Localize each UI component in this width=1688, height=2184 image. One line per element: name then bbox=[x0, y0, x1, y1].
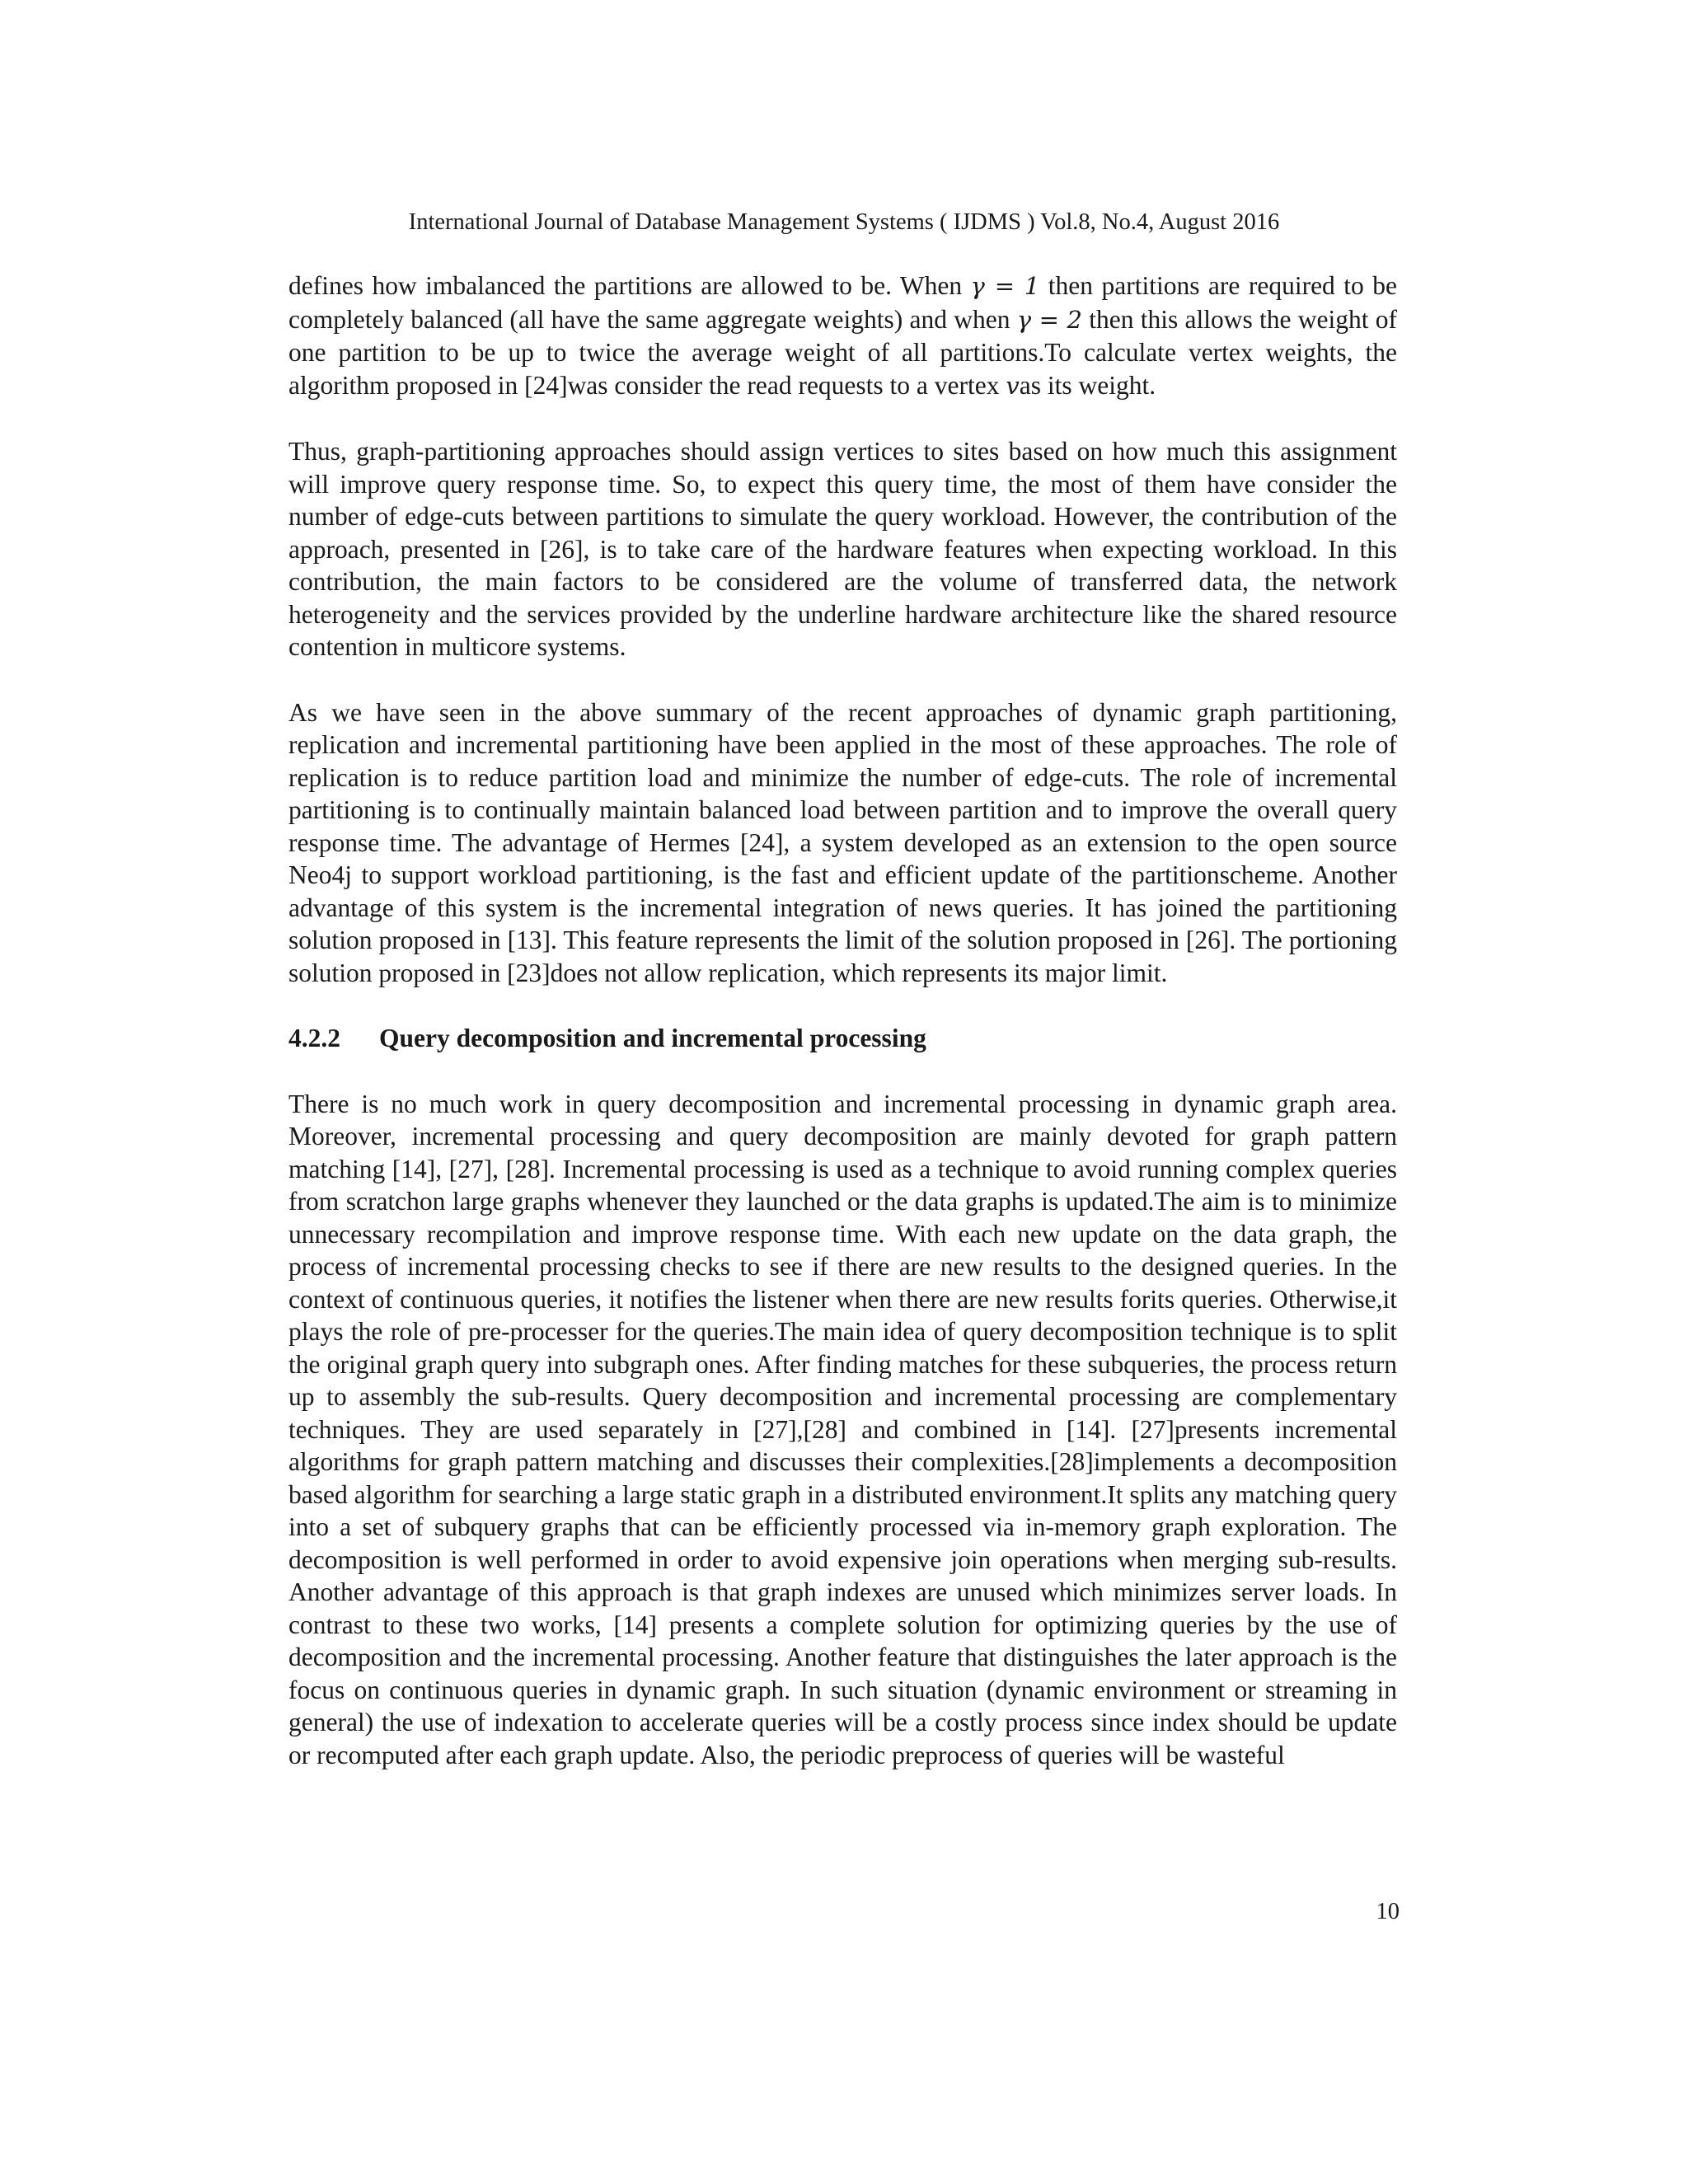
page-number: 10 bbox=[1376, 1899, 1400, 1924]
running-header: International Journal of Database Management Systems ( IJDMS ) Vol.8, No.4, August 2016 bbox=[408, 209, 1280, 235]
paragraph-summary-approaches: As we have seen in the above summary of the recent approaches of dynamic graph partitioning, replication and incremental partitioning have been applied in the most of these approaches. The role of replication is to reduce partition load and minimize the number of edge-cuts. The role of incremental partitioning is to continually maintain balanced load between partition and to improve the overall query response time. The advantage of Hermes [24], a system developed as an extension to the open source Neo4j to support workload partitioning, is the fast and efficient update of the partitionscheme. Another advantage of this system is the incremental integration of news queries. It has joined the partitioning solution proposed in [13]. This feature represents the limit of the solution proposed in [26]. The portioning solution proposed in [23]does not allow replication, which represents its major limit. bbox=[288, 697, 1397, 987]
text-run: as its weight. bbox=[1019, 370, 1156, 400]
math-gamma-equals-2: γ = 2 bbox=[1016, 305, 1082, 334]
paragraph-query-decomposition: There is no much work in query decomposition and incremental processing in dynamic graph area. Moreover, incremental processing and query decomposition are mainly devoted for graph pattern matching [14], [27], [28]. Incremental processing is used as a technique to avoid running complex queries from scratchon large graphs whenever they launched or the data graphs is updated.The aim is to minimize unnecessary recompilation and improve response time. With each new update on the data graph, the process of incremental processing checks to see if there are new results to the designed queries. In the context of continuous queries, it notifies the listener when there are new results forits queries. Otherwise,it plays the role of pre-processer for the queries.The main idea of query decomposition technique is to split the original graph query into subgraph ones. After finding matches for these subqueries, the process return up to assembly the sub-results. Query decomposition and incremental processing are complementary techniques. They are used separately in [27],[28] and combined in [14]. [27]presents incremental algorithms for graph pattern matching and discusses their complexities.[28]implements a decomposition based algorithm for searching a large static graph in a distributed environment.It splits any matching query into a set of subquery graphs that can be efficiently processed via in-memory graph exploration. The decomposition is well performed in order to avoid expensive join operations when merging sub-results. Another advantage of this approach is that graph indexes are unused which minimizes server loads. In contrast to these two works, [14] presents a complete solution for optimizing queries by the use of decomposition and the incremental processing. Another feature that distinguishes the later approach is the focus on continuous queries in dynamic graph. In such situation (dynamic environment or streaming in general) the use of indexation to accelerate queries will be a costly process since index should be update or recomputed after each graph update. Also, the periodic preprocess of queries will be wasteful bbox=[288, 1089, 1397, 1769]
paragraph-partition-balance bbox=[288, 269, 1397, 402]
text-run: then partitions are required to be completely balanced (all have the same aggregate weights) and when bbox=[288, 271, 1397, 334]
section-heading bbox=[288, 1022, 1397, 1055]
math-gamma-equals-1: γ = 1 bbox=[970, 272, 1040, 300]
paragraph-query-response: Thus, graph-partitioning approaches should assign vertices to sites based on how much this assignment will improve query response time. So, to expect this query time, the most of them have consider the number of edge-cuts between partitions to simulate the query workload. However, the contribution of the approach, presented in [26], is to take care of the hardware features when expecting workload. In this contribution, the main factors to be considered are the volume of transferred data, the network heterogeneity and the services provided by the underline hardware architecture like the shared resource contention in multicore systems. bbox=[288, 437, 1397, 661]
math-vertex-v: v bbox=[1006, 371, 1020, 400]
text-run: defines how imbalanced the partitions are allowed to be. When bbox=[288, 271, 971, 300]
section-number: 4.2.2 bbox=[288, 1024, 340, 1052]
section-title: Query decomposition and incremental processing bbox=[379, 1024, 926, 1052]
body-text bbox=[288, 269, 1397, 1771]
text-run: then this allows the weight of one partition to be up to twice the average weight of all partitions.To calculate vertex weights, the algorithm proposed in [24]was consider the read requests to a vertex bbox=[288, 304, 1397, 400]
